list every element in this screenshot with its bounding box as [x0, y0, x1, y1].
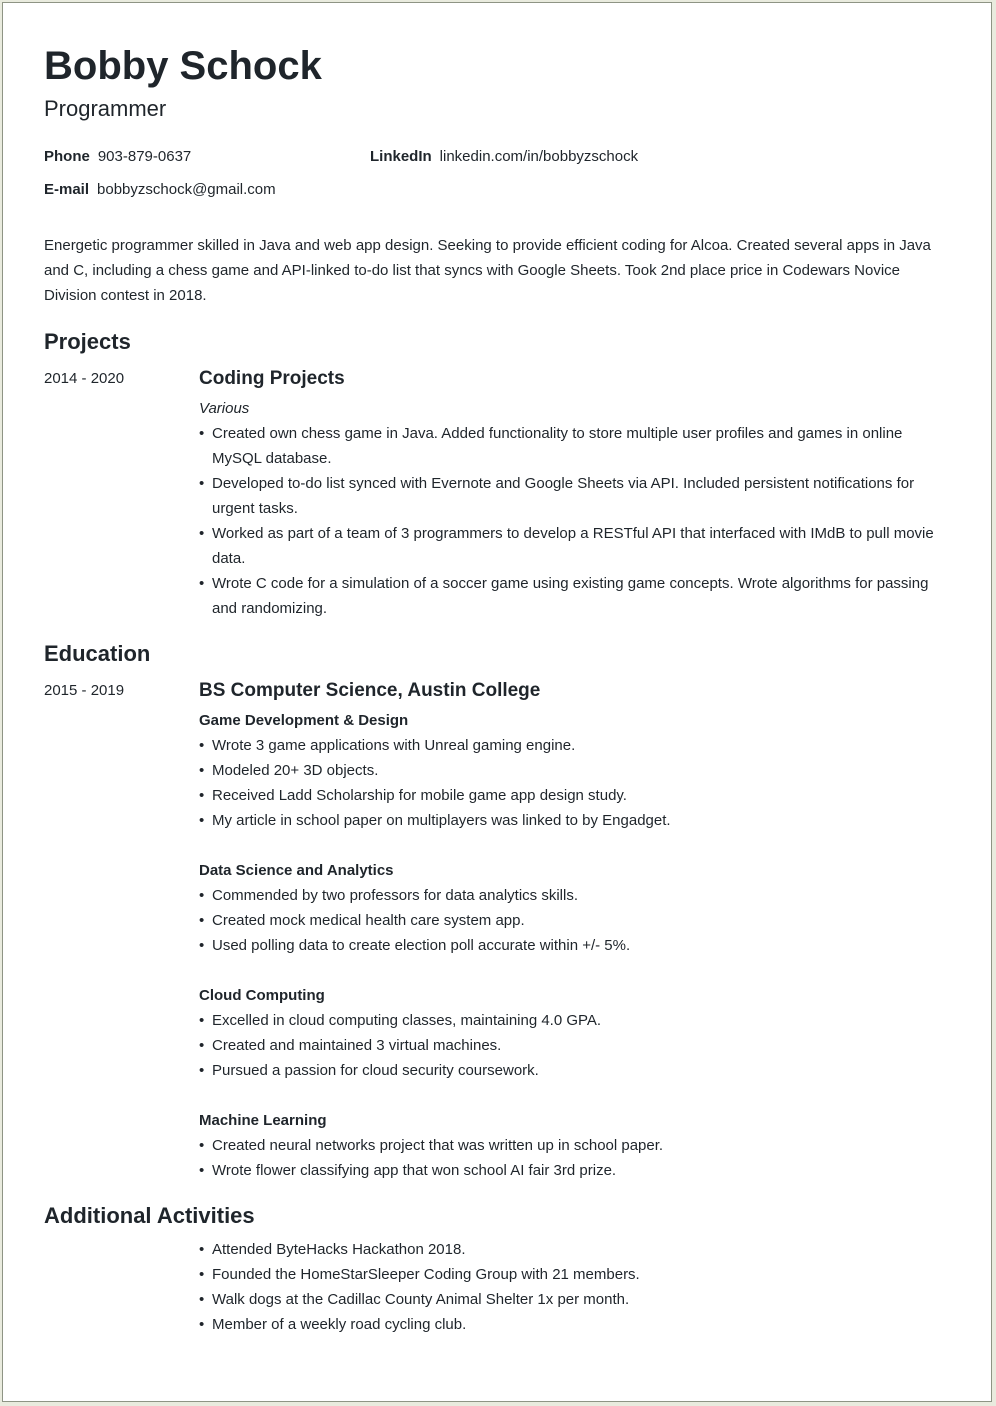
contact-linkedin [370, 147, 638, 167]
education-entry [199, 679, 944, 1183]
spacer [199, 1083, 944, 1108]
list-item-text: Founded the HomeStarSleeper Coding Group with 21 members. [212, 1266, 640, 1283]
contact-email [44, 180, 276, 200]
email-label: E-mail [44, 181, 90, 198]
list-item [199, 733, 944, 758]
list-item-text: Created mock medical health care system app. [212, 912, 525, 929]
list-item [199, 758, 944, 783]
list-item [199, 1287, 944, 1312]
phone-label: Phone [44, 148, 90, 165]
education-groups [199, 708, 944, 1183]
bullet-icon: • [199, 1316, 205, 1333]
list-item-text: Modeled 20+ 3D objects. [212, 762, 379, 779]
list-item [199, 883, 944, 908]
contact-phone [44, 147, 191, 167]
list-item [199, 421, 944, 471]
bullet-icon: • [199, 1162, 205, 1179]
list-item [199, 521, 944, 571]
list-item [199, 933, 944, 958]
list-item [199, 1237, 944, 1262]
list-item [199, 471, 944, 521]
bullet-icon: • [199, 937, 205, 954]
list-item [199, 783, 944, 808]
list-item-text: Created and maintained 3 virtual machines. [212, 1037, 502, 1054]
linkedin-label: LinkedIn [370, 148, 432, 165]
phone-value: 903-879-0637 [97, 148, 192, 165]
list-item-text: Developed to-do list synced with Evernote and Google Sheets via API. Included persistent notifications for urgent tasks. [212, 475, 915, 517]
bullet-icon: • [199, 425, 205, 442]
bullet-icon: • [199, 1137, 205, 1154]
list-item-text: Created neural networks project that was written up in school paper. [212, 1137, 664, 1154]
list-item-text: Used polling data to create election poll accurate within +/- 5%. [212, 937, 631, 954]
list-item [199, 1262, 944, 1287]
bullet-icon: • [199, 525, 205, 542]
spacer [199, 958, 944, 983]
spacer [199, 833, 944, 858]
bullet-icon: • [199, 575, 205, 592]
bullet-icon: • [199, 1037, 205, 1054]
projects-heading: Projects [44, 329, 131, 354]
bullet-icon: • [199, 475, 205, 492]
projects-bullet-list [199, 421, 944, 621]
list-item-text: My article in school paper on multiplayers was linked to by Engadget. [212, 812, 671, 829]
course-group-list [199, 1133, 944, 1183]
linkedin-link[interactable]: linkedin.com/in/bobbyzschock [439, 148, 639, 165]
bullet-icon: • [199, 812, 205, 829]
bullet-icon: • [199, 787, 205, 804]
activities-heading: Additional Activities [44, 1203, 255, 1228]
bullet-icon: • [199, 1266, 205, 1283]
list-item-text: Created own chess game in Java. Added functionality to store multiple user profiles and games in online MySQL database. [212, 425, 903, 467]
list-item [199, 571, 944, 621]
list-item [199, 908, 944, 933]
list-item-text: Pursued a passion for cloud security coursework. [212, 1062, 539, 1079]
candidate-name: Bobby Schock [44, 44, 322, 88]
course-group-title: Data Science and Analytics [199, 862, 394, 879]
course-group-title: Machine Learning [199, 1112, 327, 1129]
projects-entry-subtitle: Various [199, 400, 250, 417]
course-group-list [199, 883, 944, 958]
list-item-text: Member of a weekly road cycling club. [212, 1316, 467, 1333]
list-item [199, 1033, 944, 1058]
list-item-text: Walk dogs at the Cadillac County Animal Shelter 1x per month. [212, 1291, 630, 1308]
list-item [199, 808, 944, 833]
candidate-title: Programmer [44, 96, 167, 121]
bullet-icon: • [199, 1291, 205, 1308]
bullet-icon: • [199, 1012, 205, 1029]
list-item-text: Wrote flower classifying app that won school AI fair 3rd prize. [212, 1162, 617, 1179]
list-item [199, 1158, 944, 1183]
list-item-text: Commended by two professors for data analytics skills. [212, 887, 578, 904]
bullet-icon: • [199, 1241, 205, 1258]
bullet-icon: • [199, 762, 205, 779]
projects-entry-title: Coding Projects [199, 368, 345, 389]
list-item [199, 1008, 944, 1033]
education-heading: Education [44, 641, 151, 666]
list-item [199, 1058, 944, 1083]
projects-date: 2014 - 2020 [44, 370, 125, 387]
course-group-title: Game Development & Design [199, 712, 409, 729]
resume-page [2, 2, 992, 1402]
summary-paragraph: Energetic programmer skilled in Java and web app design. Seeking to provide efficient coding for Alcoa. Created several apps in Java and C, including a chess game and API-linked to-do list that syncs with Google Sheets. Took 2nd place price in Codewars Novice Division contest in 2018. [44, 237, 931, 304]
bullet-icon: • [199, 737, 205, 754]
education-entry-title: BS Computer Science, Austin College [199, 680, 541, 701]
course-group-list [199, 733, 944, 833]
course-group-list [199, 1008, 944, 1083]
bullet-icon: • [199, 887, 205, 904]
activities-bullet-list [199, 1237, 944, 1337]
list-item-text: Received Ladd Scholarship for mobile game app design study. [212, 787, 627, 804]
list-item-text: Worked as part of a team of 3 programmers to develop a RESTful API that interfaced with IMdB to pull movie data. [212, 525, 934, 567]
list-item [199, 1133, 944, 1158]
list-item-text: Wrote 3 game applications with Unreal gaming engine. [212, 737, 576, 754]
list-item-text: Excelled in cloud computing classes, maintaining 4.0 GPA. [212, 1012, 602, 1029]
email-link[interactable]: bobbyzschock@gmail.com [97, 181, 276, 198]
education-date: 2015 - 2019 [44, 682, 125, 699]
bullet-icon: • [199, 912, 205, 929]
activities-entry [199, 1237, 944, 1337]
list-item-text: Attended ByteHacks Hackathon 2018. [212, 1241, 466, 1258]
list-item [199, 1312, 944, 1337]
list-item-text: Wrote C code for a simulation of a soccer game using existing game concepts. Wrote algorithms for passing and randomizing. [212, 575, 929, 617]
projects-entry [199, 367, 944, 621]
bullet-icon: • [199, 1062, 205, 1079]
course-group-title: Cloud Computing [199, 987, 325, 1004]
